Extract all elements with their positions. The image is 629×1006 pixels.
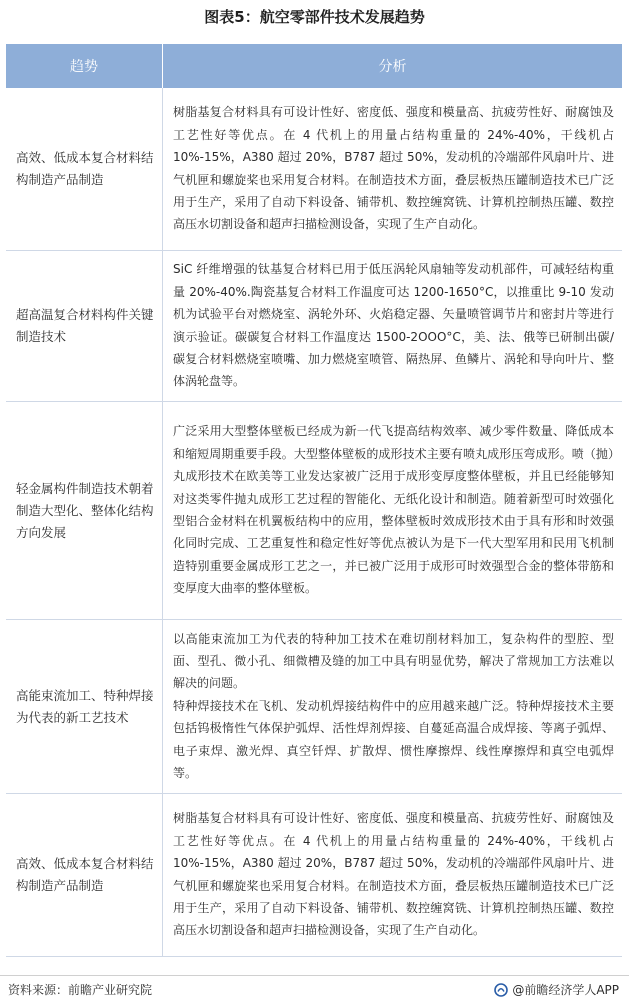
analysis-paragraph: 树脂基复合材料具有可设计性好、密度低、强度和模量高、抗疲劳性好、耐腐蚀及工艺性好等优点。在 4 代机上的用量占结构重量的 24%-40%，干线机占 10%-15%，A380 超过 20%，B787 超过 50%，发动机的冷端部件风扇叶片、进气机匣和螺旋桨也采用复合材料。在制造技术方面，叠层板热压罐制造技术已广泛用于生产，采用了自动下料设备、铺带机、数控缠窝铣、计算机控制热压罐、数控高压水切割设备和超声扫描检测设备，实现了生产自动化。: [173, 105, 614, 232]
page-title: 图表5：航空零部件技术发展趋势: [204, 8, 425, 26]
column-header-analysis: 分析: [163, 44, 623, 88]
analysis-paragraph: 特种焊接技术在飞机、发动机焊接结构件中的应用越来越广泛。特种焊接技术主要包括钨极惰性气体保护弧焊、活性焊剂焊接、自蔓延高温合成焊接、等离子弧焊、电子束焊、激光焊、真空钎焊、扩散焊、惯性摩擦焊、线性摩擦焊和真空电弧焊等。: [173, 698, 614, 781]
analysis-paragraph: 广泛采用大型整体壁板已经成为新一代飞提高结构效率、减少零件数量、降低成本和缩短周期重要手段。大型整体壁板的成形技术主要有喷丸成形压弯成形。喷（抛）丸成形技术在欧美等工业发达家被广泛用于成形变厚度整体壁板，并且已经能够知对这类零件抛丸成形工艺过程的智能化、无纸化设计和制造。随着新型可时效强化型铝合金材料在机翼板结构中的应用，整体壁板时效成形技术由于具有形和时效强化同时完成、工艺重复性和稳定性好等优点被认为是下一代大型军用和民用飞机制造特别重要金属成形工艺之一，并已被广泛用于成形可时效强型合金的整体带筋和变厚度大曲率的整体壁板。: [173, 424, 614, 596]
analysis-cell: [163, 88, 623, 251]
table-row: [6, 88, 622, 251]
trend-cell: 高能束流加工、特种焊接为代表的新工艺技术: [6, 620, 163, 794]
analysis-cell: [163, 794, 623, 957]
trend-cell: 高效、低成本复合材料结构制造产品制造: [6, 794, 163, 957]
brand-logo-icon: [494, 983, 508, 997]
table-row: [6, 402, 622, 620]
trend-cell: 超高温复合材料构件关键制造技术: [6, 251, 163, 402]
table-row: [6, 251, 622, 402]
table-row: [6, 620, 622, 794]
analysis-paragraph: 树脂基复合材料具有可设计性好、密度低、强度和模量高、抗疲劳性好、耐腐蚀及工艺性好等优点。在 4 代机上的用量占结构重量的 24%-40%，干线机占 10%-15%，A380 超过 20%，B787 超过 50%，发动机的冷端部件风扇叶片、进气机匣和螺旋桨也采用复合材料。在制造技术方面，叠层板热压罐制造技术已广泛用于生产，采用了自动下料设备、铺带机、数控缠窝铣、计算机控制热压罐、数控高压水切割设备和超声扫描检测设备，实现了生产自动化。: [173, 811, 614, 938]
trend-cell: 高效、低成本复合材料结构制造产品制造: [6, 88, 163, 251]
table-row: [6, 794, 622, 957]
trend-cell: 轻金属构件制造技术朝着制造大型化、整体化结构方向发展: [6, 402, 163, 620]
brand-label: @前瞻经济学人APP: [512, 983, 619, 997]
analysis-cell: [163, 251, 623, 402]
footer: [0, 975, 629, 1006]
analysis-cell: [163, 620, 623, 794]
source-note: 资料来源：前瞻产业研究院: [8, 983, 153, 997]
brand-credit: [494, 976, 619, 1004]
column-header-trend: 趋势: [6, 44, 163, 88]
trend-table: [6, 44, 622, 957]
analysis-paragraph: 以高能束流加工为代表的特种加工技术在难切削材料加工，复杂构件的型腔、型面、型孔、微小孔、细微槽及缝的加工中具有明显优势，解决了常规加工方法难以解决的问题。: [173, 631, 614, 691]
analysis-cell: [163, 402, 623, 620]
table-header-row: [6, 44, 622, 88]
analysis-paragraph: SiC 纤维增强的钛基复合材料已用于低压涡轮风扇轴等发动机部件，可减轻结构重量 20%-40%.陶瓷基复合材料工作温度可达 1200-1650°C，以推重比 9-10 发动机为试验平台对燃烧室、涡轮外环、火焰稳定器、矢量喷管调节片和密封片等进行演示验证。碳碳复合材料工作温度达 1500-2OOO°C，美、法、俄等已研制出碳/碳复合材料燃烧室喷嘴、加力燃烧室喷管、隔热屏、鱼鳞片、涡轮和导向叶片、整体涡轮盘等。: [173, 262, 614, 389]
